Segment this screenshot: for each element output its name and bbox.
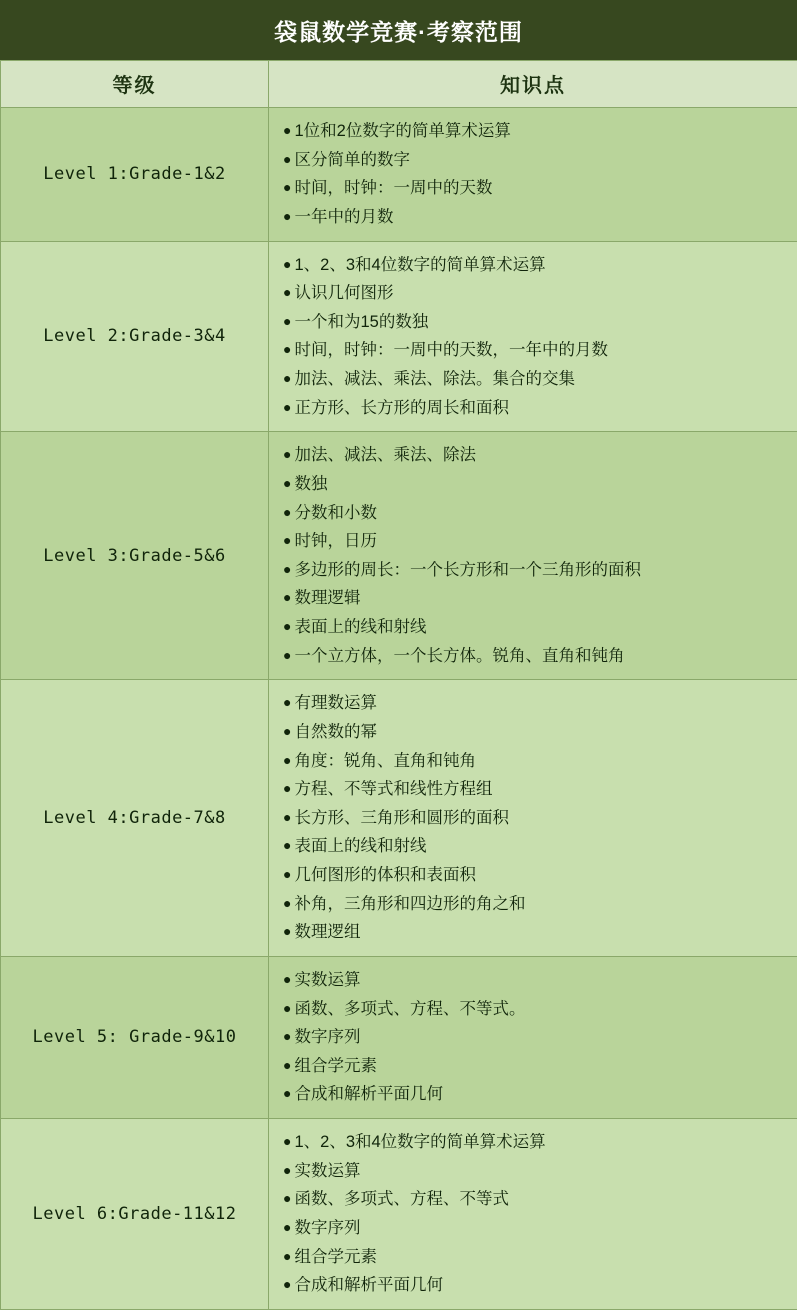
bullet-icon: ● bbox=[283, 808, 291, 827]
topic-item bbox=[283, 584, 787, 613]
topic-label: 时间，时钟：一周中的天数，一年中的月数 bbox=[294, 340, 608, 361]
topic-label: 1、2、3和4位数字的简单算术运算 bbox=[294, 255, 545, 276]
topics-cell bbox=[269, 956, 797, 1118]
topic-label: 分数和小数 bbox=[294, 503, 377, 524]
topic-label: 正方形、长方形的周长和面积 bbox=[294, 398, 509, 419]
topic-label: 表面上的线和射线 bbox=[294, 836, 426, 857]
topic-label: 一年中的月数 bbox=[294, 207, 393, 228]
bullet-icon: ● bbox=[283, 922, 291, 941]
topic-item bbox=[283, 556, 787, 585]
topic-label: 自然数的幂 bbox=[294, 722, 377, 743]
bullet-icon: ● bbox=[283, 474, 291, 493]
table-row bbox=[1, 432, 797, 680]
topic-label: 1位和2位数字的简单算术运算 bbox=[294, 121, 510, 142]
topic-item bbox=[283, 804, 787, 833]
topic-item bbox=[283, 203, 787, 232]
bullet-icon: ● bbox=[283, 398, 291, 417]
bullet-icon: ● bbox=[283, 1247, 291, 1266]
table-row bbox=[1, 680, 797, 957]
column-header-level: 等级 bbox=[1, 61, 269, 108]
topic-label: 合成和解析平面几何 bbox=[294, 1275, 443, 1296]
topic-item bbox=[283, 718, 787, 747]
bullet-icon: ● bbox=[283, 1189, 291, 1208]
topic-label: 一个和为15的数独 bbox=[294, 312, 428, 333]
topics-cell bbox=[269, 1119, 797, 1310]
bullet-icon: ● bbox=[283, 588, 291, 607]
topics-cell bbox=[269, 680, 797, 957]
page-title: 袋鼠数学竞赛·考察范围 bbox=[0, 0, 797, 60]
topic-item bbox=[283, 441, 787, 470]
topic-item bbox=[283, 1157, 787, 1186]
level-cell: Level 1:Grade-1&2 bbox=[1, 108, 269, 242]
topic-label: 1、2、3和4位数字的简单算术运算 bbox=[294, 1132, 545, 1153]
table-row bbox=[1, 956, 797, 1118]
bullet-icon: ● bbox=[283, 1084, 291, 1103]
bullet-icon: ● bbox=[283, 617, 291, 636]
topic-label: 方程、不等式和线性方程组 bbox=[294, 779, 492, 800]
topic-label: 数独 bbox=[294, 474, 327, 495]
topic-item bbox=[283, 861, 787, 890]
bullet-icon: ● bbox=[283, 445, 291, 464]
topic-label: 数理逻组 bbox=[294, 922, 360, 943]
topic-item bbox=[283, 918, 787, 947]
bullet-icon: ● bbox=[283, 340, 291, 359]
topic-label: 有理数运算 bbox=[294, 693, 377, 714]
bullet-icon: ● bbox=[283, 531, 291, 550]
level-cell: Level 6:Grade-11&12 bbox=[1, 1119, 269, 1310]
topic-label: 补角，三角形和四边形的角之和 bbox=[294, 894, 525, 915]
topic-item bbox=[283, 995, 787, 1024]
topic-item bbox=[283, 1271, 787, 1300]
topic-item bbox=[283, 613, 787, 642]
topic-label: 加法、减法、乘法、除法 bbox=[294, 445, 476, 466]
level-cell: Level 3:Grade-5&6 bbox=[1, 432, 269, 680]
topic-label: 时间，时钟：一周中的天数 bbox=[294, 178, 492, 199]
topic-item bbox=[283, 1243, 787, 1272]
topic-label: 加法、减法、乘法、除法。集合的交集 bbox=[294, 369, 575, 390]
bullet-icon: ● bbox=[283, 865, 291, 884]
topic-label: 一个立方体，一个长方体。锐角、直角和钝角 bbox=[294, 646, 624, 667]
level-cell: Level 2:Grade-3&4 bbox=[1, 241, 269, 432]
bullet-icon: ● bbox=[283, 207, 291, 226]
topic-item bbox=[283, 146, 787, 175]
bullet-icon: ● bbox=[283, 1056, 291, 1075]
bullet-icon: ● bbox=[283, 751, 291, 770]
topic-item bbox=[283, 1080, 787, 1109]
topic-label: 表面上的线和射线 bbox=[294, 617, 426, 638]
bullet-icon: ● bbox=[283, 369, 291, 388]
topic-label: 函数、多项式、方程、不等式。 bbox=[294, 999, 525, 1020]
bullet-icon: ● bbox=[283, 894, 291, 913]
table-row bbox=[1, 1119, 797, 1310]
table-header-row bbox=[1, 61, 797, 108]
topic-label: 实数运算 bbox=[294, 970, 360, 991]
topic-item bbox=[283, 470, 787, 499]
topic-label: 实数运算 bbox=[294, 1161, 360, 1182]
topic-item bbox=[283, 966, 787, 995]
topic-item bbox=[283, 1185, 787, 1214]
topic-item bbox=[283, 1128, 787, 1157]
topic-item bbox=[283, 308, 787, 337]
topic-label: 组合学元素 bbox=[294, 1056, 377, 1077]
topic-item bbox=[283, 117, 787, 146]
topic-label: 几何图形的体积和表面积 bbox=[294, 865, 476, 886]
topic-item bbox=[283, 527, 787, 556]
bullet-icon: ● bbox=[283, 1027, 291, 1046]
topic-item bbox=[283, 174, 787, 203]
bullet-icon: ● bbox=[283, 970, 291, 989]
topics-cell bbox=[269, 241, 797, 432]
bullet-icon: ● bbox=[283, 312, 291, 331]
level-cell: Level 4:Grade-7&8 bbox=[1, 680, 269, 957]
topic-label: 函数、多项式、方程、不等式 bbox=[294, 1189, 509, 1210]
bullet-icon: ● bbox=[283, 283, 291, 302]
topic-item bbox=[283, 747, 787, 776]
topic-label: 数理逻辑 bbox=[294, 588, 360, 609]
topic-item bbox=[283, 775, 787, 804]
topic-item bbox=[283, 1052, 787, 1081]
topic-label: 时钟，日历 bbox=[294, 531, 377, 552]
bullet-icon: ● bbox=[283, 150, 291, 169]
table-body bbox=[1, 61, 797, 1310]
topic-item bbox=[283, 251, 787, 280]
topic-item bbox=[283, 279, 787, 308]
topic-label: 多边形的周长：一个长方形和一个三角形的面积 bbox=[294, 560, 641, 581]
topic-label: 合成和解析平面几何 bbox=[294, 1084, 443, 1105]
syllabus-table bbox=[0, 60, 797, 1310]
topic-item bbox=[283, 890, 787, 919]
topic-label: 认识几何图形 bbox=[294, 283, 393, 304]
bullet-icon: ● bbox=[283, 646, 291, 665]
topic-label: 区分简单的数字 bbox=[294, 150, 410, 171]
topic-label: 角度：锐角、直角和钝角 bbox=[294, 751, 476, 772]
table-row bbox=[1, 241, 797, 432]
topic-item bbox=[283, 499, 787, 528]
bullet-icon: ● bbox=[283, 999, 291, 1018]
topic-label: 组合学元素 bbox=[294, 1247, 377, 1268]
bullet-icon: ● bbox=[283, 779, 291, 798]
column-header-topics: 知识点 bbox=[269, 61, 797, 108]
topic-item bbox=[283, 365, 787, 394]
bullet-icon: ● bbox=[283, 1218, 291, 1237]
topic-item bbox=[283, 336, 787, 365]
topic-item bbox=[283, 394, 787, 423]
topic-label: 数字序列 bbox=[294, 1218, 360, 1239]
topic-item bbox=[283, 1214, 787, 1243]
bullet-icon: ● bbox=[283, 693, 291, 712]
topic-item bbox=[283, 642, 787, 671]
bullet-icon: ● bbox=[283, 503, 291, 522]
bullet-icon: ● bbox=[283, 1275, 291, 1294]
bullet-icon: ● bbox=[283, 121, 291, 140]
bullet-icon: ● bbox=[283, 560, 291, 579]
topic-label: 长方形、三角形和圆形的面积 bbox=[294, 808, 509, 829]
bullet-icon: ● bbox=[283, 178, 291, 197]
bullet-icon: ● bbox=[283, 722, 291, 741]
bullet-icon: ● bbox=[283, 1161, 291, 1180]
topic-item bbox=[283, 832, 787, 861]
level-cell: Level 5: Grade-9&10 bbox=[1, 956, 269, 1118]
topic-item bbox=[283, 689, 787, 718]
topics-cell bbox=[269, 108, 797, 242]
topic-label: 数字序列 bbox=[294, 1027, 360, 1048]
bullet-icon: ● bbox=[283, 1132, 291, 1151]
topic-item bbox=[283, 1023, 787, 1052]
bullet-icon: ● bbox=[283, 836, 291, 855]
bullet-icon: ● bbox=[283, 255, 291, 274]
table-row bbox=[1, 108, 797, 242]
topics-cell bbox=[269, 432, 797, 680]
